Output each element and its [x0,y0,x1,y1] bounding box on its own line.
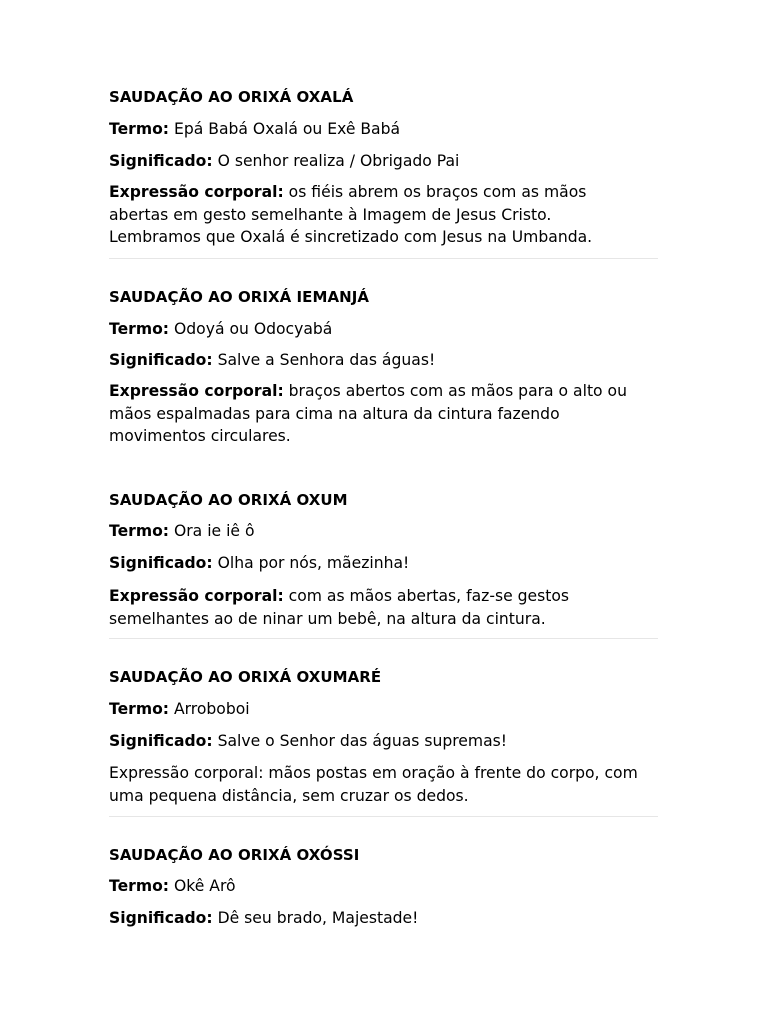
significado-line-iemanja [109,349,658,372]
termo-label: Termo: [109,522,170,540]
termo-line-oxala [109,118,658,141]
expressao-line: Lembramos que Oxalá é sincretizado com Jesus na Umbanda. [109,228,593,246]
termo-line-oxumare [109,698,658,721]
termo-label: Termo: [109,877,170,895]
expressao-label: Expressão corporal: [109,382,284,400]
termo-label: Termo: [109,120,170,138]
expressao-line: mãos espalmadas para cima na altura da cintura fazendo [109,404,560,423]
significado-label: Significado: [109,732,213,750]
expressao-paragraph-oxala [109,181,658,249]
expressao-line [109,585,658,608]
termo-label: Termo: [109,700,170,718]
section-divider [109,258,658,259]
section-divider [109,816,658,817]
significado-label: Significado: [109,554,213,572]
expressao-paragraph-iemanja [109,380,658,448]
section-title-oxumare: SAUDAÇÃO AO ORIXÁ OXUMARÉ [109,668,382,686]
expressao-line [109,181,658,204]
expressao-label: Expressão corporal: [109,587,284,605]
significado-label: Significado: [109,351,213,369]
significado-label: Significado: [109,909,213,927]
significado-line-oxum [109,552,658,575]
termo-line-oxum [109,520,658,543]
significado-label: Significado: [109,152,213,170]
significado-value: Dê seu brado, Majestade! [217,909,419,927]
expressao-line [109,380,658,403]
expressao-line: uma pequena distância, sem cruzar os dedos. [109,786,469,805]
termo-value: Odoyá ou Odocyabá [174,320,333,338]
significado-line-oxumare [109,730,658,753]
section-title-oxum: SAUDAÇÃO AO ORIXÁ OXUM [109,491,348,509]
expressao-line: movimentos circulares. [109,427,291,445]
significado-value: Salve a Senhora das águas! [217,351,436,369]
expressao-text: os fiéis abrem os braços com as mãos [288,183,587,201]
expressao-line: Expressão corporal: mãos postas em oração à frente do corpo, com [109,764,638,782]
termo-value: Epá Babá Oxalá ou Exê Babá [174,120,401,138]
expressao-label: Expressão corporal: [109,183,284,201]
expressao-line: semelhantes ao de ninar um bebê, na altura da cintura. [109,609,546,628]
expressao-line: abertas em gesto semelhante à Imagem de Jesus Cristo. [109,205,552,224]
termo-line-iemanja [109,318,658,341]
termo-label: Termo: [109,320,170,338]
expressao-text: braços abertos com as mãos para o alto ou [288,382,627,400]
termo-value: Okê Arô [174,877,236,895]
section-title-iemanja: SAUDAÇÃO AO ORIXÁ IEMANJÁ [109,288,369,306]
significado-line-oxala [109,150,658,173]
termo-value: Arroboboi [174,700,250,718]
expressao-text: com as mãos abertas, faz-se gestos [288,587,570,605]
section-title-oxala: SAUDAÇÃO AO ORIXÁ OXALÁ [109,88,354,106]
significado-value: Olha por nós, mãezinha! [217,554,410,572]
significado-value: O senhor realiza / Obrigado Pai [217,152,460,170]
significado-value: Salve o Senhor das águas supremas! [217,732,508,750]
significado-line-oxossi [109,907,658,930]
termo-value: Ora ie iê ô [174,522,255,540]
termo-line-oxossi [109,875,658,898]
section-divider [109,638,658,639]
expressao-paragraph-oxum [109,585,658,630]
expressao-paragraph-oxumare [109,762,658,807]
section-title-oxossi: SAUDAÇÃO AO ORIXÁ OXÓSSI [109,846,360,864]
